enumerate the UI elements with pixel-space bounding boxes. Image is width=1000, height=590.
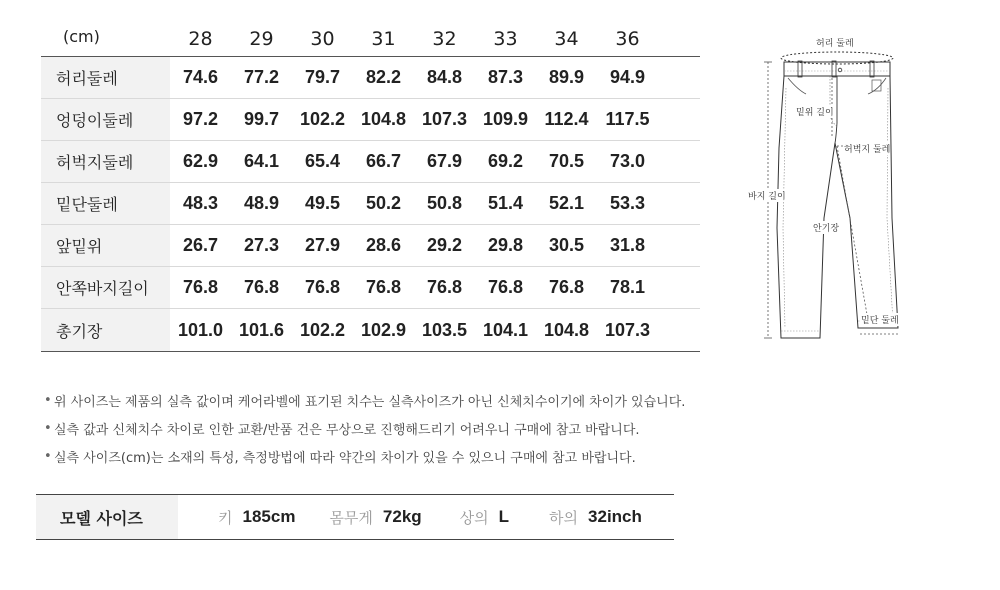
note-bullet: • (44, 448, 52, 464)
table-cell: 52.1 (548, 193, 585, 213)
table-cell: 64.1 (243, 151, 280, 171)
size-table-header (41, 18, 700, 57)
table-cell: 29.2 (426, 235, 463, 255)
table-row (41, 267, 700, 309)
row-label: 안쪽바지길이 (41, 267, 170, 308)
size-header-34: 34 (554, 28, 579, 50)
diagram-label-front-rise: 밑위 길이 (796, 105, 834, 118)
note-text: 실측 값과 신체치수 차이로 인한 교환/반품 건은 무상으로 진행해드리기 어려우니 구매에 참고 바랍니다. (54, 422, 640, 438)
table-cell: 29.8 (487, 235, 524, 255)
table-cell: 48.9 (243, 193, 280, 213)
pants-diagram (740, 28, 920, 348)
table-cell: 102.9 (360, 319, 407, 340)
model-top (460, 507, 509, 528)
table-cell: 53.3 (609, 193, 646, 213)
diagram-label-inseam: 안기장 (813, 221, 839, 234)
table-cell: 76.8 (548, 277, 585, 297)
table-cell: 89.9 (548, 67, 585, 87)
table-cell: 28.6 (365, 235, 402, 255)
diagram-label-hem: 밑단 둘레 (861, 313, 899, 326)
table-row (41, 99, 700, 141)
table-cell: 104.1 (482, 319, 529, 340)
table-cell: 94.9 (609, 67, 646, 87)
table-cell: 101.0 (177, 319, 224, 340)
table-cell: 62.9 (182, 151, 219, 171)
model-weight-value: 72kg (382, 507, 422, 526)
table-cell: 112.4 (544, 109, 589, 129)
table-cell: 65.4 (304, 151, 341, 171)
table-cell: 76.8 (304, 277, 341, 297)
table-cell: 74.6 (182, 67, 219, 87)
table-row (41, 141, 700, 183)
table-cell: 76.8 (487, 277, 524, 297)
note-item (44, 386, 685, 414)
notes-list (44, 386, 685, 470)
table-cell: 26.7 (182, 235, 219, 255)
table-cell: 51.4 (487, 193, 524, 213)
model-top-value: L (498, 507, 510, 526)
model-top-key: 상의 (459, 508, 489, 527)
note-bullet: • (44, 420, 52, 436)
note-bullet: • (44, 392, 52, 408)
table-cell: 104.8 (543, 319, 590, 340)
table-cell: 82.2 (365, 67, 402, 87)
size-header-36: 36 (615, 28, 640, 50)
table-cell: 31.8 (609, 235, 646, 255)
table-cell: 102.2 (299, 109, 346, 129)
table-cell: 87.3 (487, 67, 524, 87)
size-header-28: 28 (188, 28, 213, 50)
table-cell: 107.3 (421, 109, 468, 129)
table-cell: 69.2 (487, 151, 524, 171)
table-cell: 50.2 (365, 193, 402, 213)
size-header-33: 33 (493, 28, 518, 50)
table-cell: 104.8 (360, 109, 407, 129)
row-label: 밑단둘레 (41, 183, 170, 224)
table-cell: 103.5 (421, 319, 468, 340)
table-cell: 99.7 (243, 109, 280, 129)
table-cell: 79.7 (304, 67, 341, 87)
table-cell: 76.8 (365, 277, 402, 297)
table-cell: 76.8 (182, 277, 219, 297)
table-row (41, 309, 700, 352)
table-cell: 107.3 (604, 319, 651, 340)
row-label: 허리둘레 (41, 57, 170, 98)
table-cell: 67.9 (426, 151, 463, 171)
note-text: 실측 사이즈(cm)는 소재의 특성, 측정방법에 따라 약간의 차이가 있을 수 있으니 구매에 참고 바랍니다. (54, 450, 636, 466)
model-size-title: 모델 사이즈 (36, 495, 178, 539)
row-label: 총기장 (41, 309, 170, 351)
table-cell: 27.3 (243, 235, 280, 255)
size-header-30: 30 (310, 28, 335, 50)
note-text: 위 사이즈는 제품의 실측 값이며 케어라벨에 표기된 치수는 실측사이즈가 아닌 신체치수이기에 차이가 있습니다. (54, 394, 686, 410)
table-row (41, 225, 700, 267)
model-size-table (36, 494, 674, 540)
size-header-29: 29 (249, 28, 274, 50)
table-cell: 73.0 (609, 151, 646, 171)
table-cell: 97.2 (182, 109, 219, 129)
model-height-key: 키 (218, 508, 233, 527)
table-cell: 49.5 (304, 193, 341, 213)
table-cell: 27.9 (304, 235, 341, 255)
note-item (44, 442, 685, 470)
note-item (44, 414, 685, 442)
table-cell: 30.5 (548, 235, 585, 255)
model-bottom-key: 하의 (549, 508, 579, 527)
table-cell: 77.2 (243, 67, 280, 87)
table-row (41, 57, 700, 99)
model-weight-key: 몸무게 (329, 508, 373, 527)
table-cell: 48.3 (182, 193, 219, 213)
row-label: 허벅지둘레 (41, 141, 170, 182)
pants-illustration (740, 28, 920, 348)
size-table-body (41, 57, 700, 352)
table-cell: 66.7 (365, 151, 402, 171)
table-row (41, 183, 700, 225)
table-cell: 50.8 (426, 193, 463, 213)
table-cell: 78.1 (609, 277, 646, 297)
row-label: 앞밑위 (41, 225, 170, 266)
table-cell: 117.5 (605, 109, 650, 129)
model-bottom-value: 32inch (588, 507, 642, 526)
size-header-32: 32 (432, 28, 457, 50)
unit-label: (cm) (63, 27, 100, 46)
row-label: 엉덩이둘레 (41, 99, 170, 140)
diagram-label-waist: 허리 둘레 (816, 36, 854, 49)
model-height-value: 185cm (242, 507, 296, 526)
table-cell: 76.8 (426, 277, 463, 297)
table-cell: 84.8 (426, 67, 463, 87)
table-cell: 109.9 (482, 109, 529, 129)
table-cell: 76.8 (243, 277, 280, 297)
table-cell: 102.2 (299, 319, 346, 340)
model-weight (329, 507, 421, 528)
model-height (218, 507, 295, 528)
diagram-label-total-length: 바지 길이 (748, 189, 786, 202)
size-table (41, 18, 700, 352)
diagram-label-thigh: 허벅지 둘레 (844, 142, 890, 155)
size-header-31: 31 (371, 28, 396, 50)
table-cell: 101.6 (238, 319, 285, 340)
table-cell: 70.5 (548, 151, 585, 171)
model-bottom (549, 507, 642, 528)
